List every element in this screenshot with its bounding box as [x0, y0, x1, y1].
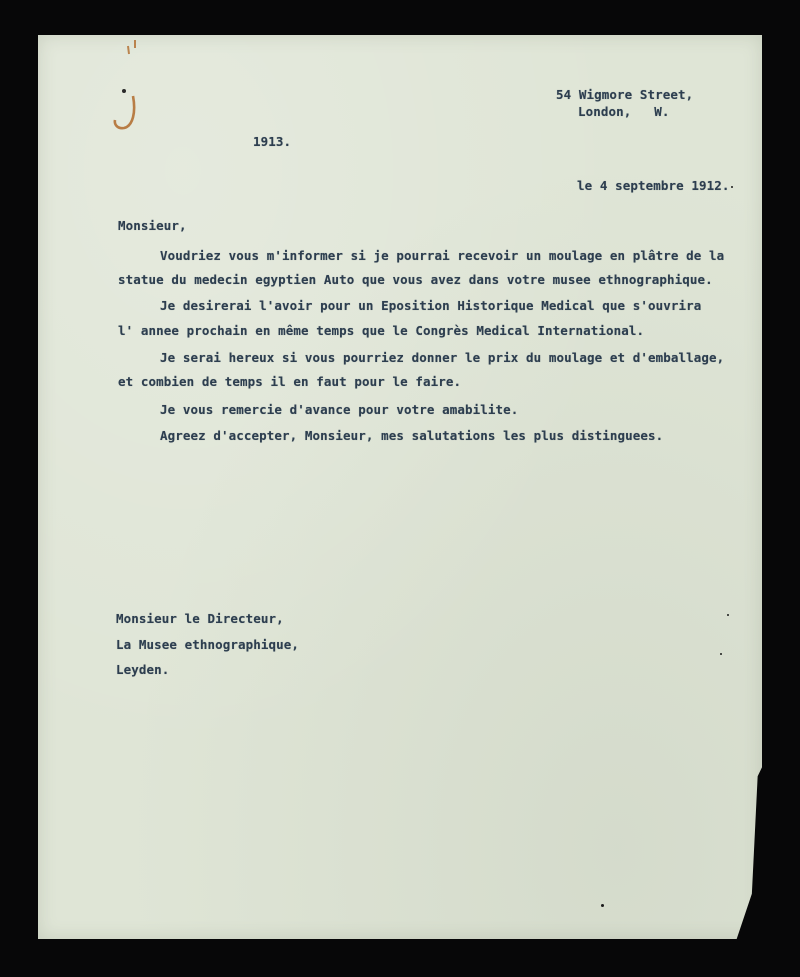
ink-speck	[720, 653, 722, 655]
ink-speck	[727, 614, 729, 616]
sender-address-line2: London, W.	[578, 104, 670, 119]
body-line: Agreez d'accepter, Monsieur, mes salutations les plus distinguees.	[160, 428, 664, 443]
salutation: Monsieur,	[118, 218, 187, 233]
body-line: Je serai hereux si vous pourriez donner le prix du moulage et d'emballage,	[160, 350, 725, 365]
recipient-line1: Monsieur le Directeur,	[116, 611, 284, 626]
ink-speck	[731, 186, 733, 188]
body-line: statue du medecin egyptien Auto que vous avez dans votre musee ethnographique.	[118, 272, 713, 287]
body-line: et combien de temps il en faut pour le faire.	[118, 374, 462, 389]
paper-sheet	[38, 35, 762, 939]
file-year: 1913.	[253, 134, 292, 149]
letter-date: le 4 septembre 1912.	[577, 178, 730, 193]
rust-pin-mark	[106, 38, 138, 130]
recipient-line3: Leyden.	[116, 662, 170, 677]
sender-address-line1: 54 Wigmore Street,	[556, 87, 694, 102]
body-line: l' annee prochain en même temps que le Congrès Medical International.	[118, 323, 645, 338]
body-line: Voudriez vous m'informer si je pourrai recevoir un moulage en plâtre de la	[160, 248, 725, 263]
body-line: Je desirerai l'avoir pour un Eposition Historique Medical que s'ouvrira	[160, 298, 702, 313]
recipient-line2: La Musee ethnographique,	[116, 637, 300, 652]
ink-speck	[601, 904, 604, 907]
body-line: Je vous remercie d'avance pour votre amabilite.	[160, 402, 519, 417]
